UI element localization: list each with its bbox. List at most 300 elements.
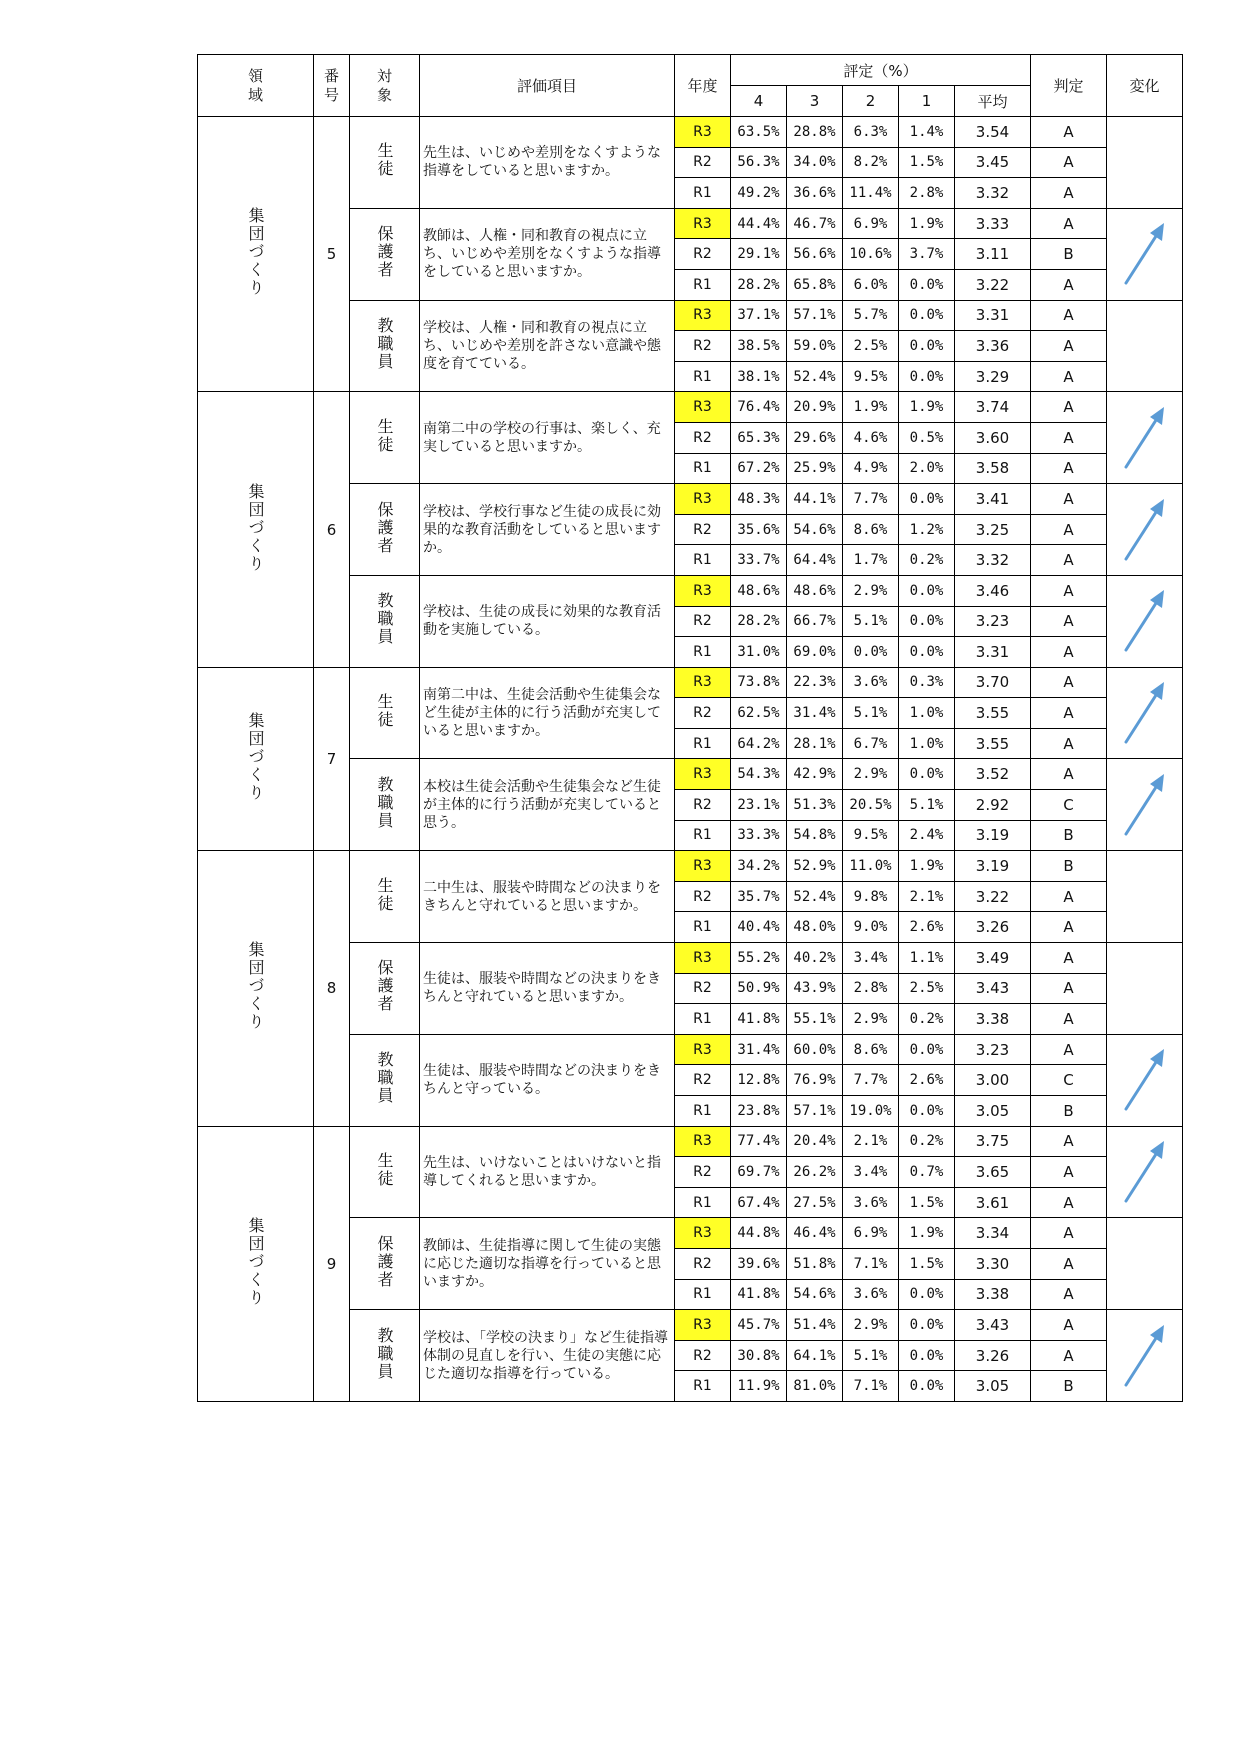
average-cell: 3.55 [955, 698, 1031, 729]
average-cell: 3.38 [955, 1004, 1031, 1035]
header-item: 評価項目 [420, 55, 675, 117]
rating-p1-cell: 1.2% [899, 514, 955, 545]
judgement-cell: A [1031, 728, 1107, 759]
domain-cell [198, 392, 314, 667]
target-cell [350, 1034, 420, 1126]
rating-p4-cell: 67.4% [731, 1187, 787, 1218]
rating-p2-cell: 1.7% [843, 545, 899, 576]
rating-p4-cell: 30.8% [731, 1340, 787, 1371]
target-label: 教職員 [375, 1326, 394, 1381]
year-cell: R1 [675, 269, 731, 300]
rating-p1-cell: 1.9% [899, 392, 955, 423]
year-cell: R3 [675, 851, 731, 882]
average-cell: 3.65 [955, 1157, 1031, 1188]
rating-p3-cell: 57.1% [787, 300, 843, 331]
target-label: 教職員 [375, 1051, 394, 1106]
target-label: 保護者 [375, 1234, 394, 1289]
rating-p2-cell: 8.6% [843, 514, 899, 545]
rating-p4-cell: 23.1% [731, 790, 787, 821]
rating-p1-cell: 0.2% [899, 1004, 955, 1035]
domain-label: 集団づくり [246, 941, 265, 1032]
judgement-cell: A [1031, 575, 1107, 606]
average-cell: 3.25 [955, 514, 1031, 545]
year-cell: R3 [675, 392, 731, 423]
number-cell: 6 [314, 392, 350, 667]
judgement-cell: A [1031, 1248, 1107, 1279]
year-cell: R1 [675, 545, 731, 576]
average-cell: 3.46 [955, 575, 1031, 606]
rating-p3-cell: 22.3% [787, 667, 843, 698]
table-row [198, 392, 1183, 423]
rating-p3-cell: 54.6% [787, 1279, 843, 1310]
target-label: 教職員 [375, 592, 394, 647]
average-cell: 3.23 [955, 1034, 1031, 1065]
header-level-3: 3 [787, 86, 843, 117]
rating-p2-cell: 2.9% [843, 1310, 899, 1341]
average-cell: 3.05 [955, 1096, 1031, 1127]
header-target-label: 対象 [376, 66, 392, 104]
average-cell: 3.45 [955, 147, 1031, 178]
year-cell: R2 [675, 331, 731, 362]
average-cell: 3.19 [955, 820, 1031, 851]
rating-p1-cell: 0.0% [899, 484, 955, 515]
year-cell: R3 [675, 943, 731, 974]
year-cell: R3 [675, 1034, 731, 1065]
year-cell: R2 [675, 606, 731, 637]
rating-p2-cell: 10.6% [843, 239, 899, 270]
rating-p1-cell: 1.0% [899, 728, 955, 759]
year-cell: R1 [675, 728, 731, 759]
year-cell: R2 [675, 514, 731, 545]
judgement-cell: A [1031, 1126, 1107, 1157]
rating-p3-cell: 52.4% [787, 361, 843, 392]
rating-p2-cell: 8.2% [843, 147, 899, 178]
rating-p4-cell: 67.2% [731, 453, 787, 484]
up-arrow-icon [1120, 770, 1170, 840]
rating-p4-cell: 31.4% [731, 1034, 787, 1065]
judgement-cell: A [1031, 973, 1107, 1004]
target-cell [350, 1218, 420, 1310]
rating-p2-cell: 8.6% [843, 1034, 899, 1065]
rating-p2-cell: 20.5% [843, 790, 899, 821]
rating-p1-cell: 0.2% [899, 545, 955, 576]
average-cell: 3.43 [955, 973, 1031, 1004]
up-arrow-icon [1120, 1045, 1170, 1115]
rating-p1-cell: 0.0% [899, 300, 955, 331]
rating-p1-cell: 0.0% [899, 606, 955, 637]
average-cell: 3.60 [955, 422, 1031, 453]
average-cell: 3.34 [955, 1218, 1031, 1249]
judgement-cell: A [1031, 545, 1107, 576]
rating-p4-cell: 65.3% [731, 422, 787, 453]
item-text: 先生は、いじめや差別をなくすような指導をしていると思いますか。 [420, 117, 675, 209]
judgement-cell: A [1031, 484, 1107, 515]
rating-p2-cell: 9.5% [843, 820, 899, 851]
domain-label: 集団づくり [246, 1216, 265, 1307]
rating-p3-cell: 25.9% [787, 453, 843, 484]
rating-p1-cell: 2.6% [899, 912, 955, 943]
number-cell: 9 [314, 1126, 350, 1401]
average-cell: 3.31 [955, 300, 1031, 331]
item-text: 学校は、「学校の決まり」など生徒指導体制の見直しを行い、生徒の実態に応じた適切な指導を行っている。 [420, 1310, 675, 1402]
rating-p2-cell: 6.7% [843, 728, 899, 759]
rating-p3-cell: 54.8% [787, 820, 843, 851]
rating-p1-cell: 0.0% [899, 1371, 955, 1402]
rating-p3-cell: 52.4% [787, 881, 843, 912]
judgement-cell: B [1031, 1096, 1107, 1127]
header-level-2: 2 [843, 86, 899, 117]
judgement-cell: A [1031, 147, 1107, 178]
judgement-cell: A [1031, 269, 1107, 300]
rating-p3-cell: 28.1% [787, 728, 843, 759]
judgement-cell: A [1031, 1279, 1107, 1310]
target-label: 保護者 [375, 500, 394, 555]
year-cell: R1 [675, 1096, 731, 1127]
judgement-cell: B [1031, 851, 1107, 882]
header-number-label: 番号 [323, 66, 339, 104]
rating-p3-cell: 51.4% [787, 1310, 843, 1341]
change-cell [1107, 208, 1183, 300]
average-cell: 3.22 [955, 269, 1031, 300]
judgement-cell: A [1031, 1187, 1107, 1218]
rating-p4-cell: 77.4% [731, 1126, 787, 1157]
average-cell: 3.05 [955, 1371, 1031, 1402]
year-cell: R3 [675, 1310, 731, 1341]
year-cell: R2 [675, 1248, 731, 1279]
table-row [198, 667, 1183, 698]
judgement-cell: A [1031, 1218, 1107, 1249]
judgement-cell: A [1031, 331, 1107, 362]
average-cell: 3.75 [955, 1126, 1031, 1157]
rating-p4-cell: 54.3% [731, 759, 787, 790]
rating-p2-cell: 1.9% [843, 392, 899, 423]
item-text: 二中生は、服装や時間などの決まりをきちんと守れていると思いますか。 [420, 851, 675, 943]
header-domain [198, 55, 314, 117]
judgement-cell: A [1031, 881, 1107, 912]
rating-p4-cell: 40.4% [731, 912, 787, 943]
rating-p4-cell: 41.8% [731, 1279, 787, 1310]
rating-p3-cell: 42.9% [787, 759, 843, 790]
target-label: 教職員 [375, 775, 394, 830]
rating-p2-cell: 9.0% [843, 912, 899, 943]
rating-p1-cell: 0.3% [899, 667, 955, 698]
domain-label: 集団づくり [246, 207, 265, 298]
item-text: 学校は、学校行事など生徒の成長に効果的な教育活動をしていると思いますか。 [420, 484, 675, 576]
domain-cell [198, 851, 314, 1126]
header-change: 変化 [1107, 55, 1183, 117]
rating-p1-cell: 0.0% [899, 759, 955, 790]
rating-p1-cell: 5.1% [899, 790, 955, 821]
year-cell: R1 [675, 453, 731, 484]
rating-p4-cell: 73.8% [731, 667, 787, 698]
rating-p4-cell: 44.8% [731, 1218, 787, 1249]
year-cell: R2 [675, 698, 731, 729]
rating-p4-cell: 31.0% [731, 637, 787, 668]
year-cell: R1 [675, 361, 731, 392]
rating-p1-cell: 1.1% [899, 943, 955, 974]
rating-p4-cell: 69.7% [731, 1157, 787, 1188]
rating-p2-cell: 5.1% [843, 1340, 899, 1371]
judgement-cell: A [1031, 1034, 1107, 1065]
table-row [198, 1126, 1183, 1157]
rating-p1-cell: 0.7% [899, 1157, 955, 1188]
rating-p4-cell: 39.6% [731, 1248, 787, 1279]
change-cell [1107, 484, 1183, 576]
header-year: 年度 [675, 55, 731, 117]
year-cell: R3 [675, 1218, 731, 1249]
number-cell: 5 [314, 117, 350, 392]
rating-p3-cell: 46.4% [787, 1218, 843, 1249]
change-cell [1107, 1310, 1183, 1402]
rating-p2-cell: 4.6% [843, 422, 899, 453]
average-cell: 3.31 [955, 637, 1031, 668]
year-cell: R1 [675, 637, 731, 668]
rating-p1-cell: 1.9% [899, 1218, 955, 1249]
rating-p2-cell: 2.9% [843, 1004, 899, 1035]
judgement-cell: A [1031, 1157, 1107, 1188]
rating-p2-cell: 11.4% [843, 178, 899, 209]
year-cell: R3 [675, 117, 731, 148]
target-cell [350, 575, 420, 667]
judgement-cell: B [1031, 239, 1107, 270]
rating-p2-cell: 5.1% [843, 698, 899, 729]
rating-p1-cell: 1.9% [899, 208, 955, 239]
rating-p2-cell: 3.6% [843, 667, 899, 698]
judgement-cell: A [1031, 1340, 1107, 1371]
average-cell: 3.30 [955, 1248, 1031, 1279]
target-cell [350, 1126, 420, 1218]
average-cell: 3.58 [955, 453, 1031, 484]
rating-p1-cell: 1.9% [899, 851, 955, 882]
rating-p3-cell: 57.1% [787, 1096, 843, 1127]
rating-p2-cell: 2.1% [843, 1126, 899, 1157]
rating-p3-cell: 51.3% [787, 790, 843, 821]
change-cell [1107, 300, 1183, 392]
rating-p3-cell: 40.2% [787, 943, 843, 974]
rating-p2-cell: 9.8% [843, 881, 899, 912]
rating-p3-cell: 48.0% [787, 912, 843, 943]
rating-p4-cell: 35.7% [731, 881, 787, 912]
change-cell [1107, 1218, 1183, 1310]
judgement-cell: A [1031, 514, 1107, 545]
rating-p4-cell: 28.2% [731, 606, 787, 637]
rating-p4-cell: 55.2% [731, 943, 787, 974]
rating-p1-cell: 3.7% [899, 239, 955, 270]
rating-p2-cell: 5.7% [843, 300, 899, 331]
item-text: 本校は生徒会活動や生徒集会など生徒が主体的に行う活動が充実していると思う。 [420, 759, 675, 851]
target-cell [350, 851, 420, 943]
judgement-cell: A [1031, 943, 1107, 974]
target-label: 生徒 [375, 1151, 394, 1188]
change-cell [1107, 759, 1183, 851]
judgement-cell: A [1031, 178, 1107, 209]
year-cell: R2 [675, 239, 731, 270]
year-cell: R2 [675, 422, 731, 453]
judgement-cell: A [1031, 637, 1107, 668]
rating-p4-cell: 35.6% [731, 514, 787, 545]
target-label: 保護者 [375, 959, 394, 1014]
rating-p3-cell: 66.7% [787, 606, 843, 637]
item-text: 教師は、人権・同和教育の視点に立ち、いじめや差別をなくすような指導をしていると思いますか。 [420, 208, 675, 300]
rating-p1-cell: 0.0% [899, 1310, 955, 1341]
rating-p3-cell: 51.8% [787, 1248, 843, 1279]
year-cell: R1 [675, 1279, 731, 1310]
item-text: 生徒は、服装や時間などの決まりをきちんと守れていると思いますか。 [420, 943, 675, 1035]
rating-p3-cell: 20.9% [787, 392, 843, 423]
header-level-1: 1 [899, 86, 955, 117]
year-cell: R2 [675, 1340, 731, 1371]
rating-p4-cell: 38.5% [731, 331, 787, 362]
average-cell: 3.41 [955, 484, 1031, 515]
year-cell: R1 [675, 178, 731, 209]
rating-p3-cell: 29.6% [787, 422, 843, 453]
average-cell: 3.22 [955, 881, 1031, 912]
rating-p2-cell: 11.0% [843, 851, 899, 882]
rating-p2-cell: 2.8% [843, 973, 899, 1004]
rating-p2-cell: 7.7% [843, 1065, 899, 1096]
year-cell: R3 [675, 575, 731, 606]
domain-cell [198, 667, 314, 851]
domain-label: 集団づくり [246, 482, 265, 573]
year-cell: R3 [675, 484, 731, 515]
rating-p4-cell: 37.1% [731, 300, 787, 331]
target-cell [350, 943, 420, 1035]
rating-p4-cell: 64.2% [731, 728, 787, 759]
average-cell: 3.70 [955, 667, 1031, 698]
item-text: 教師は、生徒指導に関して生徒の実態に応じた適切な指導を行っていると思いますか。 [420, 1218, 675, 1310]
year-cell: R3 [675, 759, 731, 790]
target-cell [350, 667, 420, 759]
average-cell: 3.00 [955, 1065, 1031, 1096]
rating-p1-cell: 0.0% [899, 361, 955, 392]
change-cell [1107, 1034, 1183, 1126]
year-cell: R3 [675, 208, 731, 239]
evaluation-table [197, 54, 1183, 1402]
item-text: 学校は、生徒の成長に効果的な教育活動を実施している。 [420, 575, 675, 667]
rating-p4-cell: 12.8% [731, 1065, 787, 1096]
rating-p1-cell: 2.0% [899, 453, 955, 484]
average-cell: 3.74 [955, 392, 1031, 423]
average-cell: 2.92 [955, 790, 1031, 821]
rating-p3-cell: 81.0% [787, 1371, 843, 1402]
rating-p3-cell: 54.6% [787, 514, 843, 545]
target-label: 生徒 [375, 693, 394, 730]
rating-p3-cell: 31.4% [787, 698, 843, 729]
rating-p4-cell: 49.2% [731, 178, 787, 209]
rating-p2-cell: 2.9% [843, 575, 899, 606]
change-cell [1107, 575, 1183, 667]
rating-p1-cell: 0.0% [899, 1279, 955, 1310]
domain-label: 集団づくり [246, 711, 265, 802]
rating-p3-cell: 28.8% [787, 117, 843, 148]
rating-p3-cell: 36.6% [787, 178, 843, 209]
up-arrow-icon [1120, 586, 1170, 656]
target-cell [350, 300, 420, 392]
average-cell: 3.29 [955, 361, 1031, 392]
rating-p4-cell: 33.7% [731, 545, 787, 576]
item-text: 南第二中は、生徒会活動や生徒集会など生徒が主体的に行う活動が充実していると思いますか。 [420, 667, 675, 759]
rating-p3-cell: 60.0% [787, 1034, 843, 1065]
rating-p3-cell: 56.6% [787, 239, 843, 270]
number-cell: 7 [314, 667, 350, 851]
judgement-cell: B [1031, 820, 1107, 851]
item-text: 先生は、いけないことはいけないと指導してくれると思いますか。 [420, 1126, 675, 1218]
rating-p2-cell: 3.4% [843, 1157, 899, 1188]
header-domain-label: 領域 [247, 66, 263, 104]
rating-p4-cell: 45.7% [731, 1310, 787, 1341]
year-cell: R3 [675, 1126, 731, 1157]
judgement-cell: A [1031, 1004, 1107, 1035]
rating-p1-cell: 0.2% [899, 1126, 955, 1157]
rating-p3-cell: 44.1% [787, 484, 843, 515]
target-cell [350, 484, 420, 576]
year-cell: R2 [675, 1065, 731, 1096]
judgement-cell: A [1031, 392, 1107, 423]
rating-p1-cell: 1.0% [899, 698, 955, 729]
change-cell [1107, 667, 1183, 759]
average-cell: 3.19 [955, 851, 1031, 882]
rating-p1-cell: 1.4% [899, 117, 955, 148]
number-cell: 8 [314, 851, 350, 1126]
rating-p1-cell: 0.0% [899, 1096, 955, 1127]
target-cell [350, 1310, 420, 1402]
judgement-cell: A [1031, 1310, 1107, 1341]
rating-p1-cell: 2.8% [899, 178, 955, 209]
rating-p2-cell: 2.9% [843, 759, 899, 790]
rating-p2-cell: 19.0% [843, 1096, 899, 1127]
judgement-cell: C [1031, 790, 1107, 821]
rating-p4-cell: 38.1% [731, 361, 787, 392]
up-arrow-icon [1120, 495, 1170, 565]
rating-p4-cell: 50.9% [731, 973, 787, 1004]
rating-p1-cell: 0.0% [899, 1034, 955, 1065]
rating-p3-cell: 43.9% [787, 973, 843, 1004]
header-average: 平均 [955, 86, 1031, 117]
table-row [198, 117, 1183, 148]
change-cell [1107, 851, 1183, 943]
header-judgement: 判定 [1031, 55, 1107, 117]
rating-p2-cell: 3.6% [843, 1187, 899, 1218]
rating-p1-cell: 0.0% [899, 575, 955, 606]
rating-p2-cell: 3.4% [843, 943, 899, 974]
rating-p1-cell: 0.5% [899, 422, 955, 453]
average-cell: 3.23 [955, 606, 1031, 637]
header-number [314, 55, 350, 117]
rating-p4-cell: 44.4% [731, 208, 787, 239]
year-cell: R1 [675, 1371, 731, 1402]
rating-p3-cell: 27.5% [787, 1187, 843, 1218]
judgement-cell: B [1031, 1371, 1107, 1402]
year-cell: R2 [675, 973, 731, 1004]
year-cell: R1 [675, 1187, 731, 1218]
header-row-top [198, 55, 1183, 86]
rating-p1-cell: 1.5% [899, 1248, 955, 1279]
rating-p4-cell: 76.4% [731, 392, 787, 423]
rating-p4-cell: 63.5% [731, 117, 787, 148]
average-cell: 3.54 [955, 117, 1031, 148]
target-cell [350, 759, 420, 851]
average-cell: 3.38 [955, 1279, 1031, 1310]
average-cell: 3.26 [955, 912, 1031, 943]
judgement-cell: A [1031, 759, 1107, 790]
up-arrow-icon [1120, 403, 1170, 473]
up-arrow-icon [1120, 1137, 1170, 1207]
rating-p3-cell: 65.8% [787, 269, 843, 300]
rating-p1-cell: 2.6% [899, 1065, 955, 1096]
rating-p2-cell: 7.1% [843, 1248, 899, 1279]
rating-p3-cell: 26.2% [787, 1157, 843, 1188]
year-cell: R1 [675, 1004, 731, 1035]
